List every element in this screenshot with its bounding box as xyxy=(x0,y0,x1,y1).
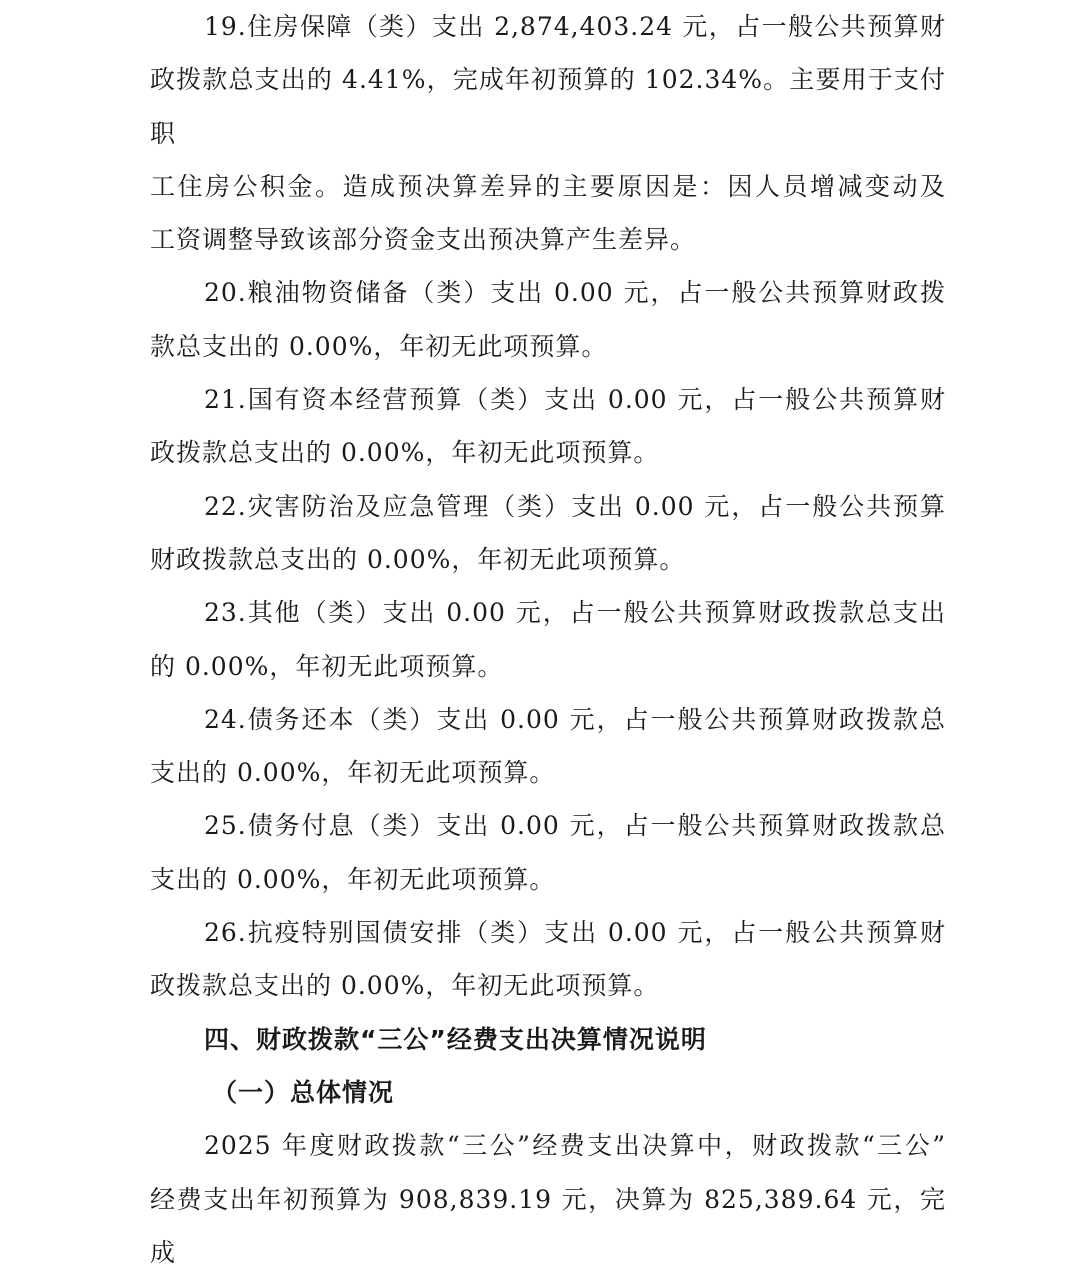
text-line: 款总支出的 0.00%，年初无此项预算。 xyxy=(150,331,608,361)
sub-heading: （一）总体情况 xyxy=(212,1077,395,1107)
paragraph-summary xyxy=(150,1119,946,1279)
paragraph-26 xyxy=(150,906,946,1013)
text-line: 政拨款总支出的 4.41%，完成年初预算的 102.34%。主要用于支付职 xyxy=(150,65,946,148)
text-line: 支出的 0.00%，年初无此项预算。 xyxy=(150,864,556,894)
text-line: 19.住房保障（类）支出 2,874,403.24 元，占一般公共预算财 xyxy=(204,12,946,41)
text-line: 政拨款总支出的 0.00%，年初无此项预算。 xyxy=(150,971,660,1001)
text-line: 的 0.00%，年初无此项预算。 xyxy=(150,651,504,681)
paragraph-23 xyxy=(150,586,946,693)
text-line: 支出的 0.00%，年初无此项预算。 xyxy=(150,758,556,788)
text-line: 20.粮油物资储备（类）支出 0.00 元，占一般公共预算财政拨 xyxy=(204,278,946,308)
text-line: 经费支出年初预算为 908,839.19 元，决算为 825,389.64 元，完成 xyxy=(150,1184,946,1267)
text-line: 政拨款总支出的 0.00%，年初无此项预算。 xyxy=(150,438,660,468)
text-line: 24.债务还本（类）支出 0.00 元，占一般公共预算财政拨款总 xyxy=(204,704,946,734)
text-line: 工住房公积金。造成预决算差异的主要原因是：因人员增减变动及 xyxy=(150,171,946,201)
text-line: 工资调整导致该部分资金支出预决算产生差异。 xyxy=(150,225,697,255)
section-heading: 四、财政拨款“三公”经费支出决算情况说明 xyxy=(204,1024,707,1054)
text-line: 23.其他（类）支出 0.00 元，占一般公共预算财政拨款总支出 xyxy=(204,598,946,628)
paragraph-24 xyxy=(150,693,946,800)
text-line: 21.国有资本经营预算（类）支出 0.00 元，占一般公共预算财 xyxy=(204,385,946,415)
text-line: 财政拨款总支出的 0.00%，年初无此项预算。 xyxy=(150,544,686,574)
text-line: 26.抗疫特别国债安排（类）支出 0.00 元，占一般公共预算财 xyxy=(204,918,946,948)
paragraph-22 xyxy=(150,480,946,587)
document-page xyxy=(150,0,946,1279)
paragraph-20 xyxy=(150,266,946,373)
paragraph-25 xyxy=(150,799,946,906)
paragraph-21 xyxy=(150,373,946,480)
text-line: 25.债务付息（类）支出 0.00 元，占一般公共预算财政拨款总 xyxy=(204,811,946,841)
text-line: 22.灾害防治及应急管理（类）支出 0.00 元，占一般公共预算 xyxy=(204,491,946,521)
text-line: 2025 年度财政拨款“三公”经费支出决算中，财政拨款“三公” xyxy=(204,1131,946,1161)
paragraph-19 xyxy=(150,0,946,266)
